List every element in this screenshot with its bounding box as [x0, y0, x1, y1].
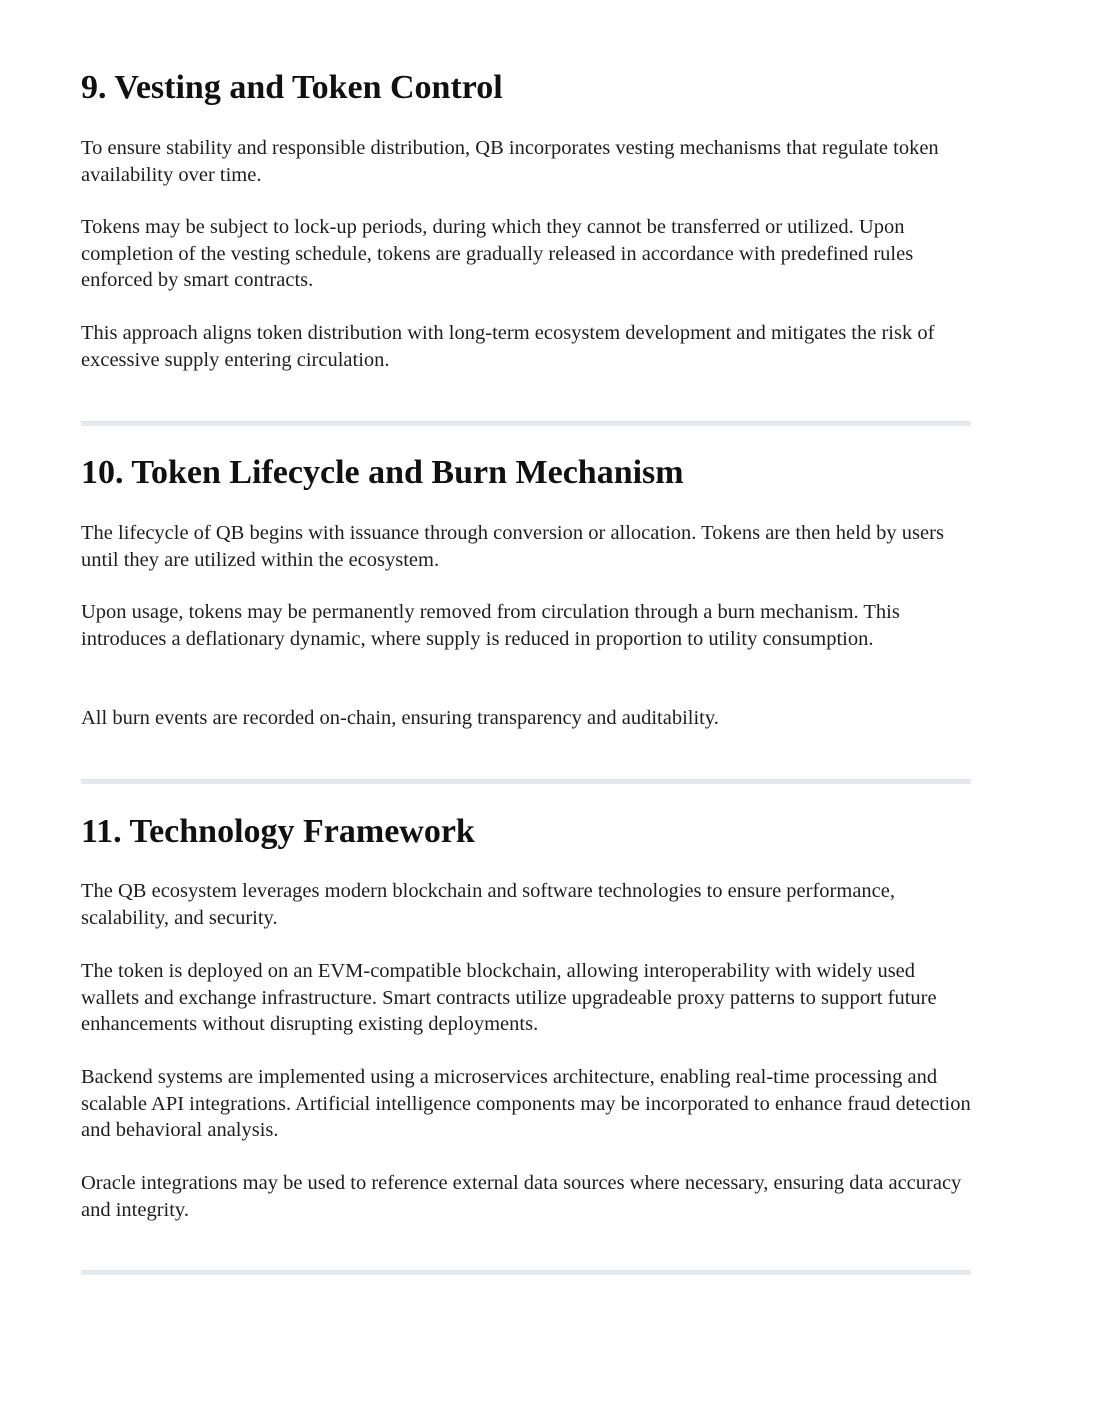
- section-divider: [81, 1270, 971, 1275]
- section-11-paragraph-4: Oracle integrations may be used to reference external data sources where necessary, ensuring data accuracy and integrity.: [81, 1172, 962, 1221]
- section-11-paragraph-1: The QB ecosystem leverages modern blockchain and software technologies to ensure performance, scalability, and security.: [81, 880, 896, 929]
- section-10-paragraph-2: Upon usage, tokens may be permanently removed from circulation through a burn mechanism. This introduces a deflationary dynamic, where supply is reduced in proportion to utility consumption.: [81, 601, 900, 650]
- section-10-paragraph-3: All burn events are recorded on-chain, ensuring transparency and auditability.: [81, 707, 719, 729]
- section-9-paragraph-1: To ensure stability and responsible distribution, QB incorporates vesting mechanisms that regulate token availability over time.: [81, 137, 939, 186]
- section-divider: [81, 421, 971, 426]
- section-10-title: 10. Token Lifecycle and Burn Mechanism: [81, 454, 684, 491]
- section-11-paragraph-2: The token is deployed on an EVM-compatible blockchain, allowing interoperability with widely used wallets and exchange infrastructure. Smart contracts utilize upgradeable proxy patterns to support future enhancements without disrupting existing deployments.: [81, 960, 937, 1035]
- section-divider: [81, 779, 971, 784]
- section-11-title: 11. Technology Framework: [81, 813, 475, 850]
- section-10-paragraph-1: The lifecycle of QB begins with issuance through conversion or allocation. Tokens are then held by users until they are utilized within the ecosystem.: [81, 522, 944, 571]
- section-9-paragraph-2: Tokens may be subject to lock-up periods, during which they cannot be transferred or utilized. Upon completion of the vesting schedule, tokens are gradually released in accordance with predefined rules enforced by smart contracts.: [81, 216, 914, 291]
- section-9-title: 9. Vesting and Token Control: [81, 69, 503, 106]
- section-9-paragraph-3: This approach aligns token distribution with long-term ecosystem development and mitigates the risk of excessive supply entering circulation.: [81, 322, 935, 371]
- section-11-paragraph-3: Backend systems are implemented using a microservices architecture, enabling real-time processing and scalable API integrations. Artificial intelligence components may be incorporated to enhance fraud detection and behavioral analysis.: [81, 1066, 971, 1141]
